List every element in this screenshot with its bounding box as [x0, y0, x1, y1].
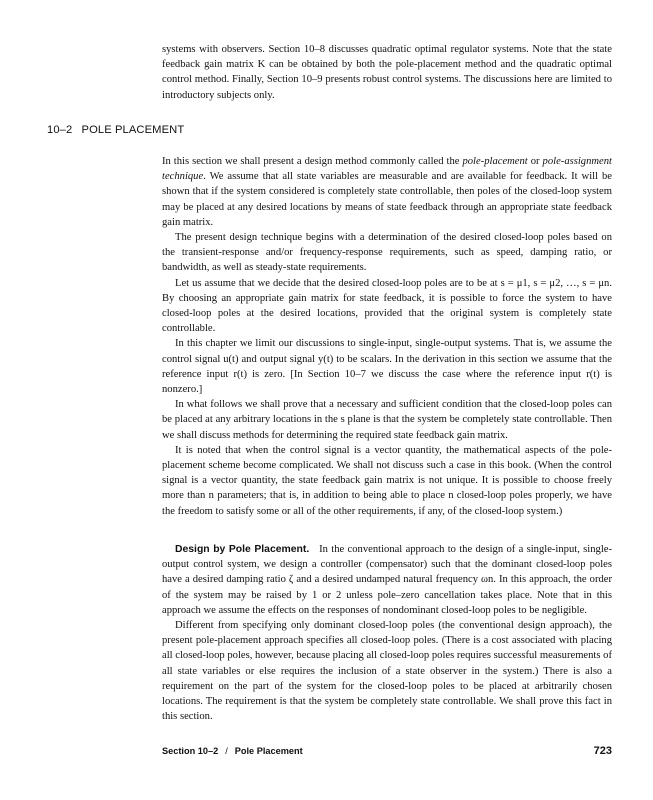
section-number: 10–2 — [47, 124, 73, 136]
paragraph-6: It is noted that when the control signal is a vector quantity, the mathematical aspects of the pole-placement scheme become complicated. We shall not discuss such a case in this book. (When the control signal is a vector quantity, the state feedback gain matrix is not unique. It is possible to choose freely more than n parameters; that is, in addition to being able to place n closed-loop poles properly, we have the freedom to satisfy some or all of the other requirements, if any, of the closed-loop system.) — [162, 444, 612, 517]
running-footer — [162, 746, 303, 756]
intro-paragraph: systems with observers. Section 10–8 discusses quadratic optimal regulator systems. Note that the state feedback gain matrix K can be obtained by both the pole-placement method and the quadratic optimal control method. Finally, Section 10–9 presents robust control systems. The discussions here are limited to introductory subjects only. — [162, 44, 612, 101]
paragraph-1-text-c: or — [527, 156, 543, 167]
footer-separator: / — [225, 746, 228, 756]
intro-text — [162, 42, 612, 103]
footer-section: Section 10–2 — [162, 746, 219, 756]
term-pole-placement: pole-placement — [462, 156, 528, 167]
paragraph-3: Let us assume that we decide that the desired closed-loop poles are to be at s = μ1, s = μ2, …, s = μn. By choosing an appropriate gain matrix for state feedback, it is possible to force the system to have closed-loop poles at the desired locations, provided that the original system is completely state controllable. — [162, 277, 612, 335]
run-in-heading: Design by Pole Placement. — [175, 544, 310, 555]
section-title: POLE PLACEMENT — [81, 124, 185, 136]
page-footer — [162, 745, 612, 761]
design-paragraph-1 — [162, 542, 612, 618]
design-paragraph-2: Different from specifying only dominant closed-loop poles (the conventional design approach), the present pole-placement approach specifies all closed-loop poles. (There is a cost associated with placing all closed-loop poles, however, because placing all closed-loop poles requires successful measurements of all state variables or else requires the inclusion of a state observer in the system.) There is also a requirement on the part of the system for the closed-loop poles to be placed at arbitrarily chosen locations. The requirement is that the system be completely state controllable. We shall prove this fact in this section. — [162, 620, 612, 723]
paragraph-1-text-e: . We assume that all state variables are measurable and are available for feedback. It will be shown that if the system considered is completely state controllable, then poles of the closed-loop system may be placed at any desired locations by means of state feedback through an appropriate state feedback gain matrix. — [162, 171, 612, 228]
paragraph-1-text-a: In this section we shall present a design method commonly called the — [162, 156, 463, 167]
design-paragraph-1-text: In the conventional approach to the design of a single-input, single-output control system, we design a controller (compensator) such that the dominant closed-loop poles have a desired damping ratio ζ and a desired undamped natural frequency ωn. In this approach, the order of the system may be raised by 1 or 2 unless pole–zero cancellation takes place. Note that in this approach we assume the effects on the responses of nondominant closed-loop poles to be negligible. — [162, 544, 612, 616]
design-subsection — [162, 542, 612, 724]
section-heading — [47, 124, 184, 136]
term-pole-assignment: pole-assignment technique — [162, 156, 612, 183]
paragraph-1 — [162, 154, 612, 230]
paragraph-4: In this chapter we limit our discussions to single-input, single-output systems. That is, we assume the control signal u(t) and output signal y(t) to be scalars. In the derivation in this section we assume that the reference input r(t) is zero. [In Section 10–7 we discuss the case where the reference input r(t) is nonzero.] — [162, 338, 612, 396]
footer-topic: Pole Placement — [234, 746, 303, 756]
paragraph-2: The present design technique begins with a determination of the desired closed-loop poles based on the transient-response and/or frequency-response requirements, such as speed, damping ratio, or bandwidth, as well as steady-state requirements. — [162, 232, 612, 274]
paragraph-5: In what follows we shall prove that a necessary and sufficient condition that the closed-loop poles can be placed at any arbitrary locations in the s plane is that the system be completely state controllable. Then we shall discuss methods for determining the required state feedback gain matrix. — [162, 399, 612, 441]
section-body — [162, 154, 612, 519]
page-number: 723 — [593, 745, 612, 757]
